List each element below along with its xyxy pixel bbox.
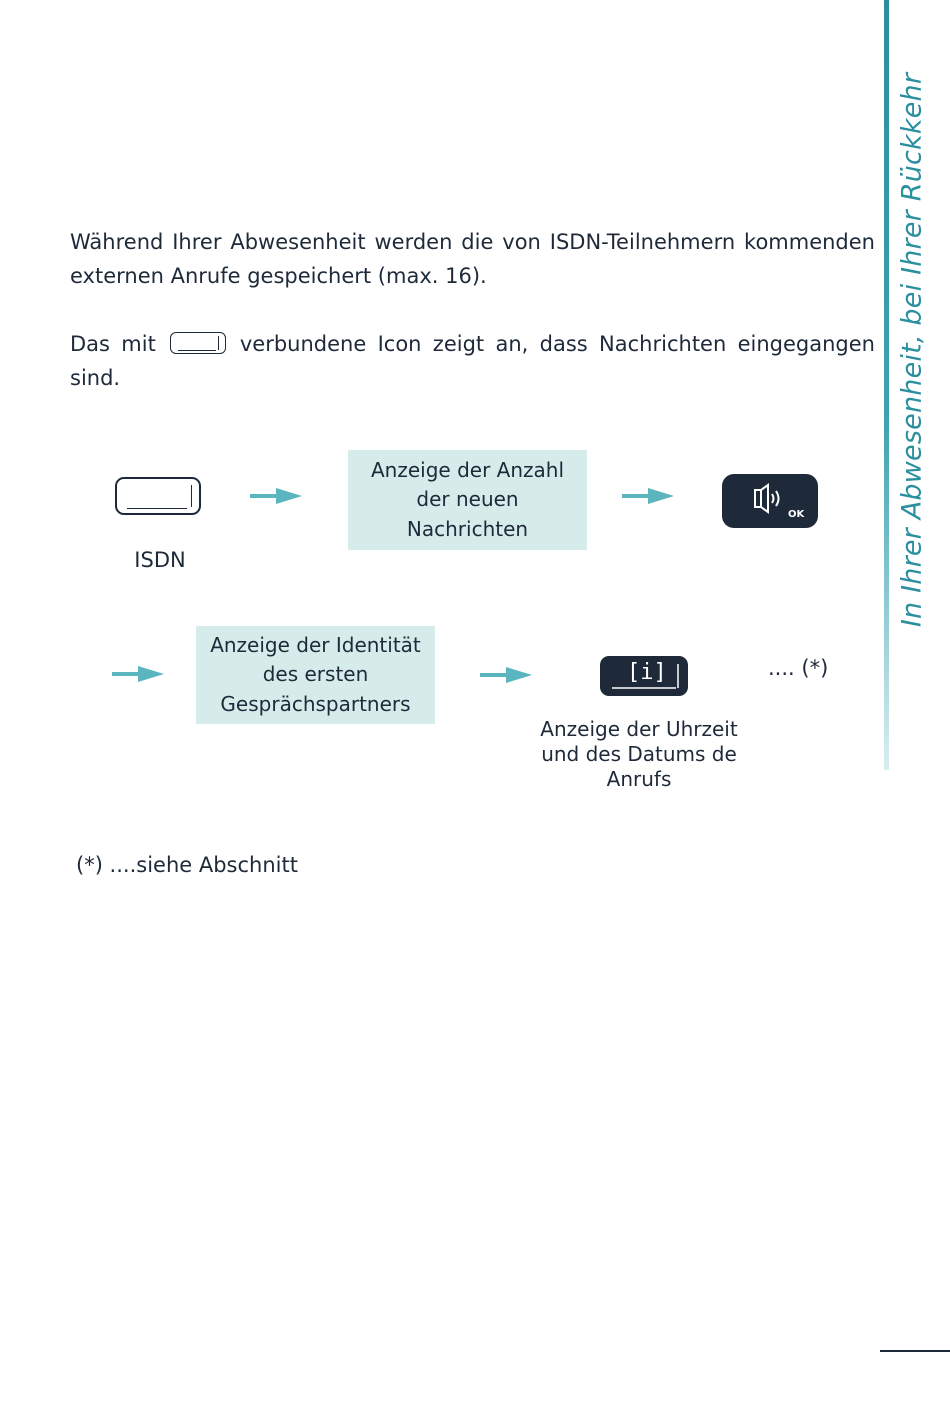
isdn-label: ISDN — [134, 548, 186, 572]
time-date-label: Anzeige der Uhrzeit und des Datums de Anrufs — [540, 717, 738, 791]
footnote: (*) ....siehe Abschnitt — [76, 853, 298, 877]
continuation-note: .... (*) — [768, 656, 829, 680]
arrow-right-icon — [620, 485, 676, 507]
side-accent-bar — [884, 0, 889, 770]
info-key-icon — [600, 656, 688, 696]
ok-label: OK — [788, 509, 805, 520]
arrow-right-icon — [478, 664, 534, 686]
arrow-right-icon — [248, 485, 304, 507]
new-messages-count-box: Anzeige der Anzahl der neuen Nachrichten — [348, 450, 587, 550]
icon-paragraph-start: Das mit — [70, 332, 156, 356]
isdn-key-inline-icon — [170, 332, 226, 354]
icon-paragraph — [70, 327, 875, 395]
isdn-key-icon — [115, 477, 201, 515]
page-rule — [880, 1350, 950, 1352]
info-key-label: [i] — [627, 660, 667, 685]
section-title: In Ihrer Abwesenheit, bei Ihrer Rückkehr — [896, 72, 928, 628]
caller-identity-box: Anzeige der Identität des ersten Gesprächspartners — [196, 626, 435, 724]
arrow-right-icon — [110, 663, 166, 685]
intro-paragraph: Während Ihrer Abwesenheit werden die von ISDN-Teilnehmern kommenden externen Anrufe gespeichert (max. 16). — [70, 230, 875, 288]
speaker-ok-key-icon — [722, 474, 818, 528]
icon-paragraph-end: verbundene Icon zeigt an, dass Nachrichten eingegangen sind. — [70, 332, 875, 390]
